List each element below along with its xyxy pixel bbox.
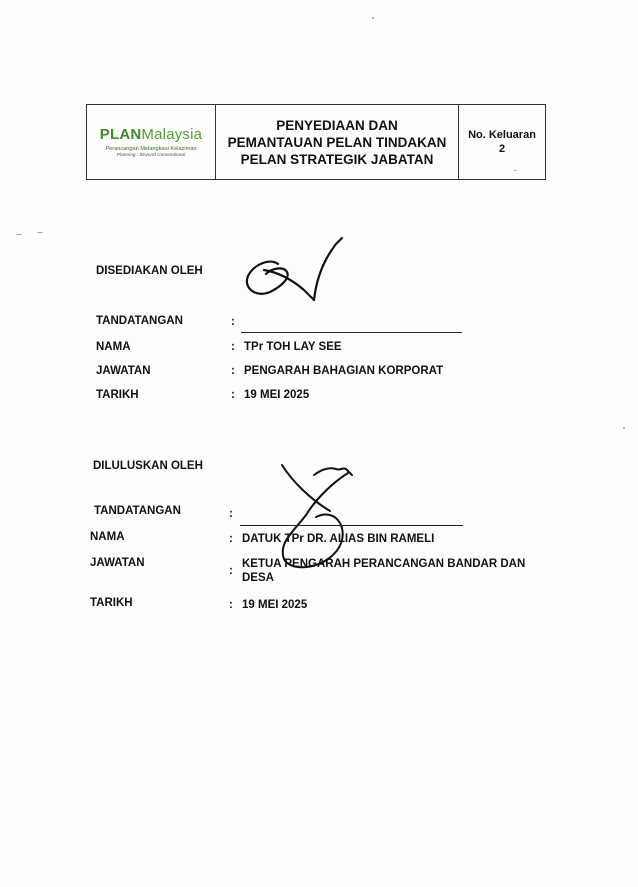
document-title: PENYEDIAAN DAN PEMANTAUAN PELAN TINDAKAN PELAN STRATEGIK JABATAN	[227, 117, 447, 167]
title-cell	[216, 105, 459, 179]
logo-tagline: Perancangan Melangkaui Kelaziman	[105, 146, 197, 152]
issue-label: No. Keluaran	[468, 129, 536, 141]
prepared-signature-colon: :	[231, 316, 235, 328]
scan-speck	[623, 427, 625, 429]
prepared-name-label: NAMA	[96, 341, 131, 353]
scan-speck	[372, 17, 374, 19]
prepared-name-colon: :	[231, 341, 235, 353]
prepared-date: 19 MEI 2025	[244, 389, 310, 401]
planmalaysia-logo	[87, 105, 216, 179]
approved-date-label: TARIKH	[90, 597, 133, 609]
approved-signature-label: TANDATANGAN	[94, 505, 181, 517]
logo-tagline-en: Planning : Beyond Conventional	[116, 153, 186, 158]
scan-speck	[514, 170, 517, 171]
prepared-name: TPr TOH LAY SEE	[244, 341, 342, 353]
logo-wordmark: PLANMalaysia	[99, 126, 203, 143]
prepared-date-label: TARIKH	[96, 389, 139, 401]
approved-name-colon: :	[229, 533, 233, 545]
prepared-position: PENGARAH BAHAGIAN KORPORAT	[244, 365, 444, 377]
approved-signature-colon: :	[229, 508, 233, 520]
issue-number: 2	[498, 143, 506, 155]
approved-section-label: DILULUSKAN OLEH	[93, 460, 203, 472]
prepared-position-label: JAWATAN	[96, 365, 151, 377]
scan-speck	[16, 234, 22, 235]
prepared-signature-label: TANDATANGAN	[96, 315, 183, 327]
approved-name-label: NAMA	[90, 531, 125, 543]
approved-date-colon: :	[229, 599, 233, 611]
approved-position: KETUA PENGARAH PERANCANGAN BANDAR DAN DESA	[242, 558, 526, 584]
approved-name: DATUK TPr DR. ALIAS BIN RAMELI	[242, 533, 435, 545]
prepared-signature-line	[241, 332, 462, 333]
approved-position-colon: :	[229, 565, 233, 577]
issue-cell	[459, 105, 545, 179]
prepared-signature	[240, 234, 350, 304]
prepared-section-label: DISEDIAKAN OLEH	[96, 265, 203, 277]
scan-speck	[37, 232, 43, 233]
prepared-date-colon: :	[231, 389, 235, 401]
prepared-position-colon: :	[231, 365, 235, 377]
approved-signature-line	[240, 525, 463, 526]
approved-date: 19 MEI 2025	[242, 599, 308, 611]
approved-position-label: JAWATAN	[90, 557, 145, 569]
document-header	[86, 104, 546, 180]
